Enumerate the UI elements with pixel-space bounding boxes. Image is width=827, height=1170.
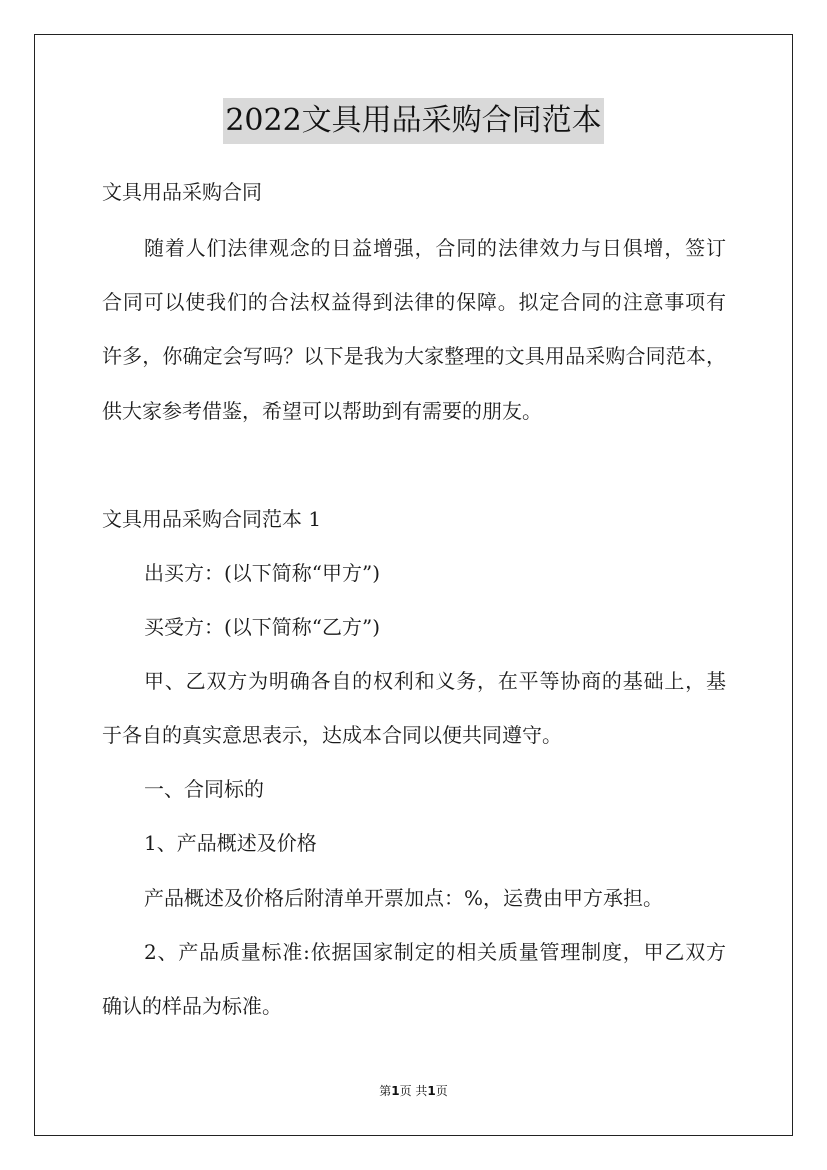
agreement-line-1: 甲、乙双方为明确各自的权利和义务，在平等协商的基础上，基 — [144, 669, 726, 693]
intro-line-3: 许多，你确定会写吗？以下是我为大家整理的文具用品采购合同范本， — [102, 344, 726, 368]
intro-line-2: 合同可以使我们的合法权益得到法律的保障。拟定合同的注意事项有 — [102, 290, 726, 314]
item-2-line-2: 确认的样品为标准。 — [102, 994, 282, 1018]
intro-line-4: 供大家参考借鉴，希望可以帮助到有需要的朋友。 — [102, 399, 542, 423]
footer-page-number: 1 — [391, 1084, 400, 1098]
footer-total-pages: 1 — [427, 1084, 436, 1098]
page-footer — [0, 1083, 827, 1099]
item-2-line-1: 2、产品质量标准:依据国家制定的相关质量管理制度，甲乙双方 — [144, 940, 726, 964]
seller-line: 出买方：(以下简称“甲方”) — [144, 561, 381, 585]
intro-heading: 文具用品采购合同 — [102, 180, 262, 204]
footer-suffix: 页 — [435, 1084, 448, 1098]
clause-1-heading: 一、合同标的 — [144, 777, 264, 801]
item-1-text: 产品概述及价格后附清单开票加点：%，运费由甲方承担。 — [144, 886, 664, 910]
title-container — [0, 98, 827, 144]
item-1-heading: 1、产品概述及价格 — [144, 831, 317, 855]
footer-mid: 页 共 — [399, 1084, 428, 1098]
footer-prefix: 第 — [379, 1084, 392, 1098]
buyer-line: 买受方：(以下简称“乙方”) — [144, 615, 381, 639]
agreement-line-2: 于各自的真实意思表示，达成本合同以便共同遵守。 — [102, 723, 562, 747]
document-title: 2022文具用品采购合同范本 — [223, 98, 603, 144]
intro-line-1: 随着人们法律观念的日益增强，合同的法律效力与日俱增，签订 — [144, 236, 726, 260]
section-heading: 文具用品采购合同范本 1 — [102, 507, 322, 531]
